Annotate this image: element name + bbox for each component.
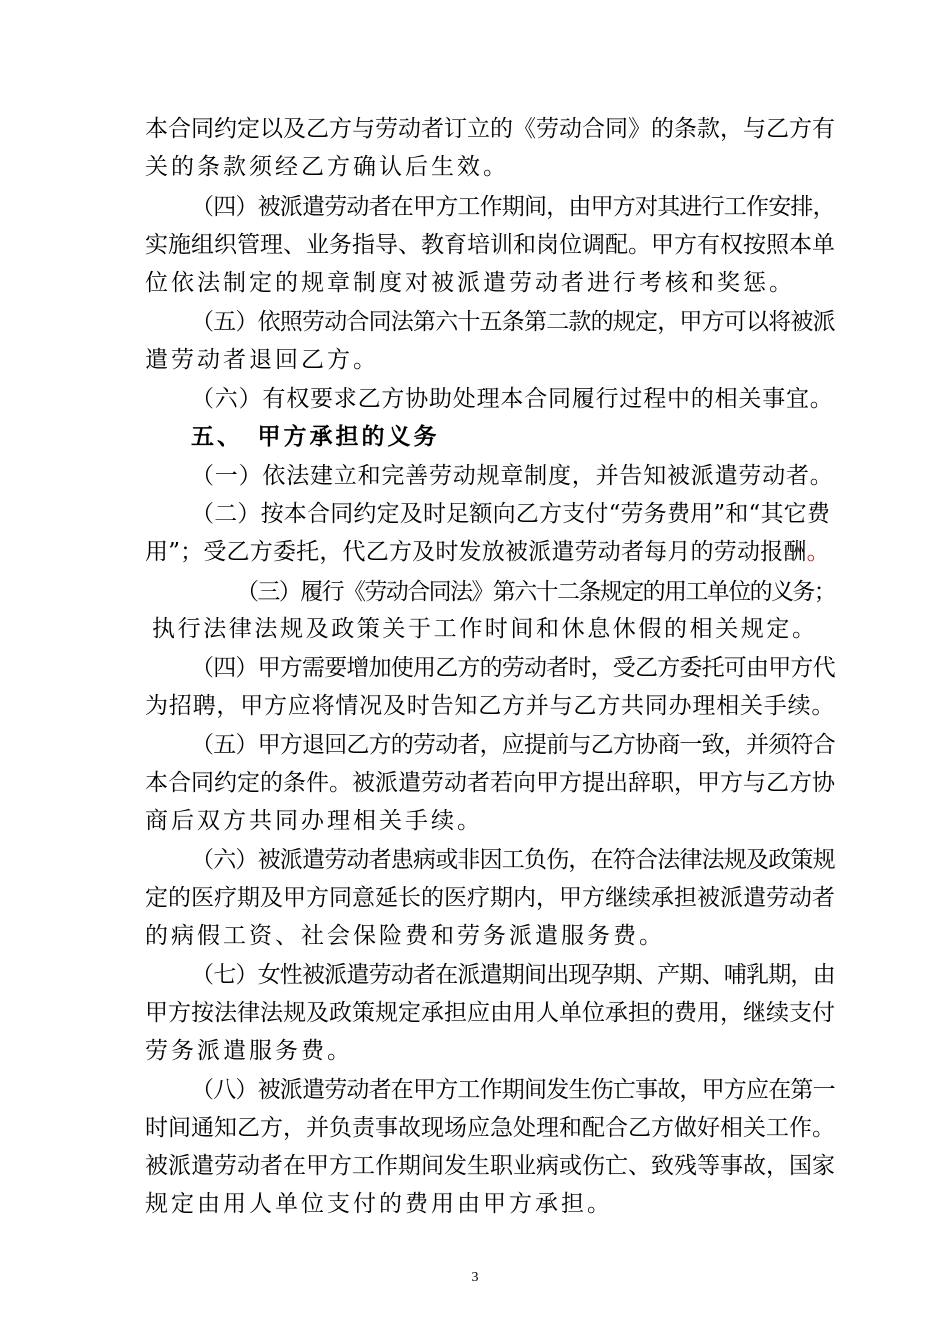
paragraph-line: 劳务派遣服务费。 — [145, 1038, 353, 1064]
paragraph-line: 关的条款须经乙方确认后生效。 — [145, 154, 509, 180]
paragraph-line: （五）依照劳动合同法第六十五条第二款的规定，甲方可以将被派 — [191, 309, 835, 335]
section-heading: 五、 甲方承担的义务 — [191, 423, 440, 450]
paragraph-line: 被派遣劳动者在甲方工作期间发生职业病或伤亡、致残等事故，国家 — [145, 1153, 835, 1179]
paragraph-line — [145, 537, 830, 567]
line-text: 用”；受乙方委托，代乙方及时发放被派遣劳动者每月的劳动报酬 — [145, 539, 807, 565]
paragraph-line: （八）被派遣劳动者在甲方工作期间发生伤亡事故，甲方应在第一 — [191, 1077, 835, 1103]
paragraph-line: （四）被派遣劳动者在甲方工作期间，由甲方对其进行工作安排， — [191, 194, 835, 220]
paragraph-line: 甲方按法律法规及政策规定承担应由用人单位承担的费用，继续支付 — [145, 1000, 835, 1026]
paragraph-line: 为招聘，甲方应将情况及时告知乙方并与乙方共同办理相关手续。 — [145, 693, 836, 719]
paragraph-line: （六）被派遣劳动者患病或非因工负伤，在符合法律法规及政策规 — [191, 847, 835, 873]
paragraph-line: 本合同约定以及乙方与劳动者订立的《劳动合同》的条款，与乙方有 — [145, 116, 835, 142]
paragraph-line: （六）有权要求乙方协助处理本合同履行过程中的相关事宜。 — [191, 386, 834, 412]
paragraph-line: （五）甲方退回乙方的劳动者，应提前与乙方协商一致，并须符合 — [191, 732, 835, 758]
paragraph-line: （七）女性被派遣劳动者在派遣期间出现孕期、产期、哺乳期，由 — [191, 962, 835, 988]
red-period: 。 — [806, 539, 830, 565]
paragraph-line: 的病假工资、社会保险费和劳务派遣服务费。 — [145, 923, 665, 949]
page-number: 3 — [471, 1270, 479, 1285]
paragraph-line: （三）履行《劳动合同法》第六十二条规定的用工单位的义务； — [236, 579, 836, 605]
paragraph-line: 执行法律法规及政策关于工作时间和休息休假的相关规定。 — [152, 616, 818, 642]
paragraph-line: （一）依法建立和完善劳动规章制度，并告知被派遣劳动者。 — [191, 463, 834, 489]
paragraph-line: 遣劳动者退回乙方。 — [145, 347, 379, 373]
paragraph-line: （四）甲方需要增加使用乙方的劳动者时，受乙方委托可由甲方代 — [191, 655, 835, 681]
paragraph-line: 商后双方共同办理相关手续。 — [145, 808, 483, 834]
paragraph-line: （二）按本合同约定及时足额向乙方支付“劳务费用”和“其它费 — [191, 501, 831, 527]
paragraph-line: 位依法制定的规章制度对被派遣劳动者进行考核和奖惩。 — [145, 270, 795, 296]
paragraph-line: 本合同约定的条件。被派遣劳动者若向甲方提出辞职，甲方与乙方协 — [145, 770, 835, 796]
paragraph-line: 规定由用人单位支付的费用由甲方承担。 — [145, 1191, 613, 1217]
paragraph-line: 时间通知乙方，并负责事故现场应急处理和配合乙方做好相关工作。 — [145, 1115, 835, 1141]
paragraph-line: 实施组织管理、业务指导、教育培训和岗位调配。甲方有权按照本单 — [145, 232, 835, 258]
paragraph-line: 定的医疗期及甲方同意延长的医疗期内，甲方继续承担被派遣劳动者 — [145, 885, 835, 911]
